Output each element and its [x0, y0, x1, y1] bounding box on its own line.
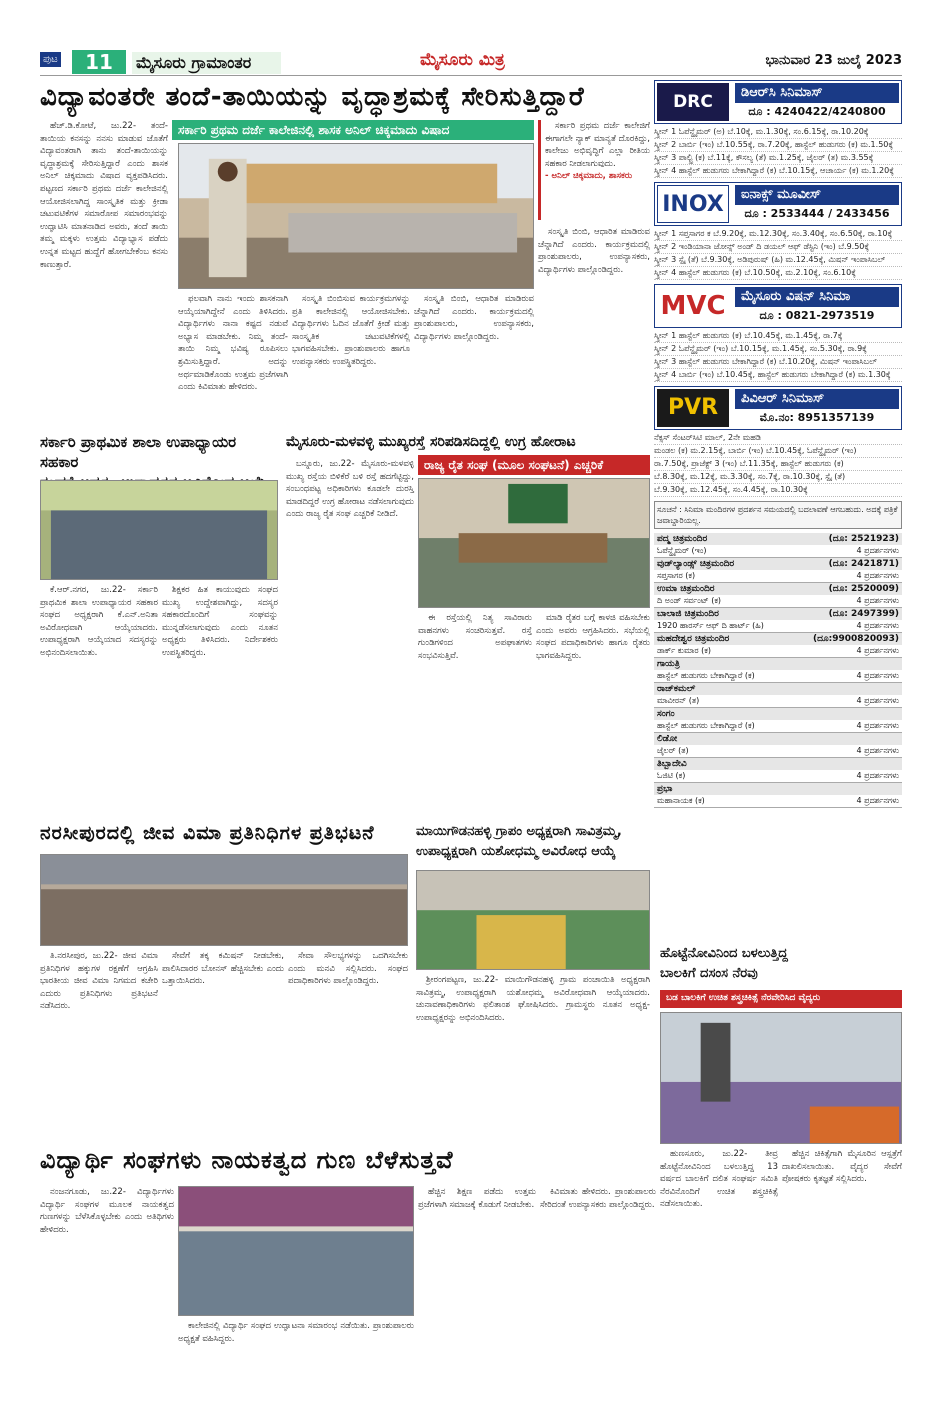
- film-title: ದಿ ಅಂಡ್ ಸರ್ವಂಟ್ (ಕ): [657, 596, 722, 605]
- cinema-name: ಪಿವಿಆರ್ ಸಿನಿಮಾಸ್: [735, 389, 899, 409]
- show-count: 4 ಪ್ರದರ್ಶನಗಳು: [856, 646, 899, 655]
- theatre-entry: [654, 783, 902, 808]
- story6-col4: ಕಿವಿಮಾತು ಹೇಳಿದರು. ಪ್ರಾಂಶುಪಾಲರು ಸೇರಿದಂತೆ ಉಪನ್ಯಾಸಕರು ಪಾಲ್ಗೊಂಡಿದ್ದರು.: [540, 1187, 656, 1210]
- story7-title-line2: ಬಾಲಕಿಗೆ ದಸಂಸ ನೆರವು: [660, 966, 758, 981]
- show-count: 4 ಪ್ರದರ್ಶನಗಳು: [856, 796, 899, 805]
- story3-headline: ಮೈಸೂರು-ಮಳವಳ್ಳಿ ಮುಖ್ಯರಸ್ತೆ ಸರಿಪಡಿಸದಿದ್ದಲ್ಲಿ ಉಗ್ರ ಹೋರಾಟ: [286, 434, 576, 450]
- film-title: ಸಪ್ತಸಾಗರ (ಕ): [657, 571, 696, 580]
- cinema-inox-header: [654, 182, 902, 226]
- theatre-name: ಪದ್ಮ ಚಿತ್ರಮಂದಿರ: [657, 534, 708, 544]
- story5-col1: ಶ್ರೀರಂಗಪಟ್ಟಣ, ಜು.22- ಮಾಯಿಗೌಡನಹಳ್ಳಿ ಗ್ರಾಮ ಪಂಚಾಯಿತಿ ಅಧ್ಯಕ್ಷರಾಗಿ ಸಾವಿತ್ರಮ್ಮ, ಉಪಾಧ್ಯಕ್ಷರಾಗಿ ಯಶೋಧಮ್ಮ ಅವಿರೋಧವಾಗಿ ಆಯ್ಕೆಯಾದರು. ಚುನಾವಣಾಧಿಕಾರಿಗಳು ಫಲಿತಾಂಶ ಘೋಷಿಸಿದರು. ಗ್ರಾಮಸ್ಥರು ನೂತನ ಅಧ್ಯಕ್ಷ-ಉಪಾಧ್ಯಕ್ಷರನ್ನು ಅಭಿನಂದಿಸಿದರು.: [416, 975, 650, 1023]
- story7-col2: ಹೆಚ್ಚಿನ ಚಿಕಿತ್ಸೆಗಾಗಿ ಮೈಸೂರಿನ ಆಸ್ಪತ್ರೆಗೆ ದಾಖಲಿಸಲಾಯಿತು. ವೈದ್ಯರ ಸೇವೆಗೆ ಪೋಷಕರು ಕೃತಜ್ಞತೆ ಸಲ್ಲಿಸಿದರು.: [782, 1149, 902, 1185]
- hospital-photo: [661, 1013, 901, 1143]
- protest-photo: [41, 855, 407, 945]
- story2-title-line1: ಸರ್ಕಾರಿ ಪ್ರಾಥಮಿಕ ಶಾಲಾ ಉಪಾಧ್ಯಾಯರ ಸಹಕಾರ: [40, 433, 237, 471]
- story1-col5: ಸಂಸ್ಕೃತಿ ಬಿಂಬಿ, ಆಧಾರಿತ ಮಾಡಿರುವ ಚೆನ್ನಾಗಿದೆ ಎಂದರು. ಕಾರ್ಯಕ್ರಮದಲ್ಲಿ ಪ್ರಾಂಶುಪಾಲರು, ಉಪನ್ಯಾಸಕರು, ವಿದ್ಯಾರ್ಥಿಗಳು ಪಾಲ್ಗೊಂಡಿದ್ದರು.: [538, 227, 650, 275]
- show-row: ಮಂಡಲ (ಕ) ಮ.2.15ಕ್ಕೆ, ಬಾರ್ಬಿ (ಇಂ) ಬೆ.10.45ಕ್ಕೆ, ಓಪೆನ್ಹೈಮರ್ (ಇಂ): [654, 445, 902, 458]
- cinema-name: ಮೈಸೂರು ವಿಷನ್ ಸಿನಿಮಾ: [735, 287, 899, 307]
- theatre-name: ಪ್ರಭಾ: [657, 784, 673, 794]
- story7-title-line1: ಹೊಟ್ಟೆನೋವಿನಿಂದ ಬಳಲುತ್ತಿದ್ದ: [660, 946, 788, 961]
- story5-photo: [416, 870, 650, 970]
- show-count: 4 ಪ್ರದರ್ಶನಗಳು: [856, 621, 899, 630]
- show-count: 4 ಪ್ರದರ್ಶನಗಳು: [856, 696, 899, 705]
- story4-col1: ತಿ.ನರಸೀಪುರ, ಜು.22- ಜೀವ ವಿಮಾ ಪ್ರತಿನಿಧಿಗಳ ಹಕ್ಕುಗಳ ರಕ್ಷಣೆಗೆ ಆಗ್ರಹಿಸಿ ಭಾರತೀಯ ಜೀವ ವಿಮಾ ನಿಗಮದ ಕಚೇರಿ ಎದುರು ಪ್ರತಿನಿಧಿಗಳು ಪ್ರತಿಭಟನೆ ನಡೆಸಿದರು.: [40, 951, 158, 1012]
- cinema-mvc-header: [654, 284, 902, 328]
- show-row: ಸ್ಕ್ರೀನ್ 2 ಬಾರ್ಬಿ (ಇಂ) ಬೆ.10.55ಕ್ಕೆ, ರಾ.7.20ಕ್ಕೆ, ಹಾಸ್ಟೆಲ್ ಹುಡುಗರು (ಕ) ಮ.1.50ಕ್ಕೆ: [654, 139, 902, 152]
- theatre-phone: (ದೂ: 2521923): [828, 534, 899, 544]
- story6-col2: ಕಾಲೇಜಿನಲ್ಲಿ ವಿದ್ಯಾರ್ಥಿ ಸಂಘದ ಉದ್ಘಾಟನಾ ಸಮಾರಂಭ ನಡೆಯಿತು. ಪ್ರಾಂಶುಪಾಲರು ಅಧ್ಯಕ್ಷತೆ ವಹಿಸಿದ್ದರು.: [178, 1321, 414, 1344]
- show-row: ಬೆ.8.30ಕ್ಕೆ, ಮ.12ಕ್ಕೆ, ಮ.3.30ಕ್ಕೆ, ಸಂ.7ಕ್ಕೆ, ರಾ.10.30ಕ್ಕೆ, ಸ್ಪೈ (ತೆ): [654, 471, 902, 484]
- show-row: ನೆಕ್ಸಸ್ ಸೆಂಟರ್‌ಸಿಟಿ ಮಾಲ್, 2ನೇ ಮಹಡಿ: [654, 432, 902, 445]
- cinema-name: ಡಿಆರ್‌ಸಿ ಸಿನಿಮಾಸ್: [735, 83, 899, 103]
- story2-photo: [40, 480, 278, 580]
- cinema-inox-shows: [654, 228, 902, 280]
- story1-quote-author: - ಅನಿಲ್ ಚಿಕ್ಕಮಾದು, ಶಾಸಕರು: [545, 171, 633, 182]
- meeting-photo: [419, 479, 649, 607]
- inox-logo: INOX: [657, 185, 729, 223]
- cinema-drc-shows: [654, 126, 902, 178]
- story7-banner: ಬಡ ಬಾಲಕಿಗೆ ಉಚಿತ ಶಸ್ತ್ರಚಿಕಿತ್ಸೆ ನೆರವೇರಿಸಿದ ವೈದ್ಯರು: [660, 990, 902, 1008]
- film-title: ಜೈಲರ್ (ತ): [657, 746, 689, 755]
- show-count: 4 ಪ್ರದರ್ಶನಗಳು: [856, 746, 899, 755]
- cinema-phone: ದೂ : 2533444 / 2433456: [744, 207, 890, 220]
- page-label: ಪುಟ: [40, 52, 61, 67]
- film-title: ಹಾಸ್ಟೆಲ್ ಹುಡುಗರು ಬೇಕಾಗಿದ್ದಾರೆ (ಕ): [657, 671, 755, 680]
- show-count: 4 ಪ್ರದರ್ಶನಗಳು: [856, 771, 899, 780]
- theatre-name: ಗಾಯತ್ರಿ: [657, 659, 680, 669]
- film-title: ಹಾಸ್ಟೆಲ್ ಹುಡುಗರು ಬೇಕಾಗಿದ್ದಾರೆ (ಕ): [657, 721, 755, 730]
- story7-col1: ಹುಣಸೂರು, ಜು.22- ತೀವ್ರ ಹೊಟ್ಟೆನೋವಿನಿಂದ ಬಳಲುತ್ತಿದ್ದ 13 ವರ್ಷದ ಬಾಲಕಿಗೆ ದಲಿತ ಸಂಘರ್ಷ ಸಮಿತಿ ನೆರವಿನೊಂದಿಗೆ ಉಚಿತ ಶಸ್ತ್ರಚಿಕಿತ್ಸೆ ನಡೆಸಲಾಯಿತು.: [660, 1149, 778, 1210]
- cinema-phone: ದೂ : 4240422/4240800: [748, 105, 886, 118]
- event-photo: [179, 144, 533, 288]
- theatre-entry: [654, 608, 902, 633]
- show-row: ರಾ.7.50ಕ್ಕೆ, ಪ್ರಾಜೆಕ್ಟ್ 3 (ಇಂ) ಬೆ.11.35ಕ್ಕೆ, ಹಾಸ್ಟೆಲ್ ಹುಡುಗರು (ಕ): [654, 458, 902, 471]
- theatre-name: ಬಾಲಾಜಿ ಚಿತ್ರಮಂದಿರ: [657, 609, 719, 619]
- show-row: ಸ್ಕ್ರೀನ್ 2 ಇಂಡಿಯಾನಾ ಜೋನ್ಸ್ ಅಂಡ್ ದಿ ಡಯಲ್ ಆಫ್ ಡೆಸ್ಟಿನಿ (ಇಂ) ಬೆ.9.50ಕ್ಕೆ: [654, 241, 902, 254]
- story4-headline: ನರಸೀಪುರದಲ್ಲಿ ಜೀವ ವಿಮಾ ಪ್ರತಿನಿಧಿಗಳ ಪ್ರತಿಭಟನೆ: [40, 822, 375, 844]
- story7-photo: [660, 1012, 902, 1144]
- story1-col2: ಫಲವಾಗಿ ನಾನು ಇಂದು ಶಾಸಕನಾಗಿ ಆಯ್ಕೆಯಾಗಿದ್ದೇನೆ ಎಂದು ತಿಳಿಸಿದರು. ವಿದ್ಯಾರ್ಥಿಗಳು ನಾನಾ ಕಷ್ಟದ ನಡುವೆ ಅಭ್ಯಾಸ ಮಾಡಬೇಕು. ನಿಮ್ಮ ತಂದೆ-ತಾಯಿ ನಿಮ್ಮ ಭವಿಷ್ಯ ರೂಪಿಸಲು ಶ್ರಮಿಸುತ್ತಿದ್ದಾರೆ. ಅದನ್ನು ಅರ್ಥಮಾಡಿಕೊಂಡು ಉತ್ತಮ ಪ್ರಜೆಗಳಾಗಿ ಎಂದು ಕಿವಿಮಾತು ಹೇಳಿದರು.: [178, 294, 288, 393]
- panchayat-photo: [417, 871, 649, 969]
- theatre-list: [654, 533, 902, 808]
- cinema-mvc-shows: [654, 330, 902, 382]
- issue-date: ಭಾನುವಾರ 23 ಜುಲೈ 2023: [765, 53, 902, 68]
- cinema-phone: ದೂ : 0821-2973519: [759, 309, 875, 322]
- show-count: 4 ಪ್ರದರ್ಶನಗಳು: [856, 721, 899, 730]
- story1-col3: ಸಂಸ್ಕೃತಿ ಬಿಂಬಿಸುವ ಕಾರ್ಯಕ್ರಮಗಳನ್ನು ಪ್ರತಿ ಕಾಲೇಜಿನಲ್ಲಿ ಆಯೋಜಿಸಬೇಕು. ವಿದ್ಯಾರ್ಥಿಗಳು ಓದಿನ ಜೊತೆಗೆ ಕ್ರೀಡೆ ಮತ್ತು ಸಾಂಸ್ಕೃತಿಕ ಚಟುವಟಿಕೆಗಳಲ್ಲಿ ಭಾಗವಹಿಸಬೇಕು. ಪ್ರಾಂಶುಪಾಲರು ಹಾಗೂ ಉಪನ್ಯಾಸಕರು ಉಪಸ್ಥಿತರಿದ್ದರು.: [292, 294, 410, 367]
- story6-headline: ವಿದ್ಯಾರ್ಥಿ ಸಂಘಗಳು ನಾಯಕತ್ವದ ಗುಣ ಬೆಳೆಸುತ್ತವೆ: [40, 1146, 454, 1174]
- theatre-name: ಸಂಗಂ: [657, 709, 675, 719]
- story5-title: [416, 822, 650, 866]
- story2-title: [40, 432, 278, 476]
- show-row: ಸ್ಕ್ರೀನ್ 2 ಓಪೆನ್ಹೈಮರ್ (ಇಂ) ಬೆ.10.15ಕ್ಕೆ, ಮ.1.45ಕ್ಕೆ, ಸಂ.5.30ಕ್ಕೆ, ರಾ.9ಕ್ಕೆ: [654, 343, 902, 356]
- show-row: ಸ್ಕ್ರೀನ್ 3 ಪಾಲ್ಟ್ರಿ (ಕ) ಬೆ.11ಕ್ಕೆ, ಕೌಸಲ್ಯ (ತೆ) ಮ.1.25ಕ್ಕೆ, ಜೈಲರ್ (ತ) ಮ.3.55ಕ್ಕೆ: [654, 152, 902, 165]
- film-title: 1920 ಹಾರರ್ಸ್ ಆಫ್ ದಿ ಹಾರ್ಟ್ (ಹಿ): [657, 621, 764, 630]
- mvc-logo: MVC: [657, 287, 729, 325]
- theatre-entry: [654, 533, 902, 558]
- story2-col2: ಶಿಕ್ಷಕರ ಹಿತ ಕಾಯುವುದು ಸಂಘದ ಮುಖ್ಯ ಉದ್ದೇಶವಾಗಿದ್ದು, ಸದಸ್ಯರ ಸಹಕಾರದೊಂದಿಗೆ ಸಂಘವನ್ನು ಮುನ್ನಡೆಸಲಾಗುವುದು ಎಂದು ನೂತನ ಅಧ್ಯಕ್ಷರು ತಿಳಿಸಿದರು. ನಿರ್ದೇಶಕರು ಉಪಸ್ಥಿತರಿದ್ದರು.: [162, 585, 278, 658]
- story1-col1: ಹೆಚ್.ಡಿ.ಕೋಟೆ, ಜು.22- ತಂದೆ-ತಾಯಿಯ ಕನಸನ್ನು ನನಸು ಮಾಡುವ ಜೊತೆಗೆ ವಿದ್ಯಾವಂತರಾಗಿ ತಾನು ತಂದೆ-ತಾಯಿಯನ್ನು ವೃದ್ಧಾಶ್ರಮಕ್ಕೆ ಸೇರಿಸುತ್ತಿದ್ದಾರೆ ಎಂದು ಶಾಸಕ ಅನಿಲ್ ಚಿಕ್ಕಮಾದು ವಿಷಾದ ವ್ಯಕ್ತಪಡಿಸಿದರು. ಪಟ್ಟಣದ ಸರ್ಕಾರಿ ಪ್ರಥಮ ದರ್ಜೆ ಕಾಲೇಜಿನಲ್ಲಿ ಆಯೋಜಿಸಲಾಗಿದ್ದ ಸಾಂಸ್ಕೃತಿಕ ಮತ್ತು ಕ್ರೀಡಾ ಚಟುವಟಿಕೆಗಳ ಸಮಾರೋಪ ಸಮಾರಂಭವನ್ನು ಉದ್ಘಾಟಿಸಿ ಮಾತನಾಡಿದ ಅವರು, ತಂದೆ ತಾಯಿ ತಮ್ಮ ಮಕ್ಕಳು ಉತ್ತಮ ವಿದ್ಯಾಭ್ಯಾಸ ಪಡೆದು ಉನ್ನತ ಮಟ್ಟದ ಹುದ್ದೆಗೆ ಹೋಗಬೇಕೆಂಬ ಕನಸು ಕಾಣುತ್ತಾರೆ.: [40, 121, 168, 270]
- theatre-entry: [654, 558, 902, 583]
- theatre-name: ಮಹದೇಶ್ವರ ಚಿತ್ರಮಂದಿರ: [657, 634, 730, 644]
- theatre-name: ಉಮಾ ಚಿತ್ರಮಂದಿರ: [657, 584, 715, 594]
- story1-quote: ಸರ್ಕಾರಿ ಪ್ರಥಮ ದರ್ಜೆ ಕಾಲೇಜಿಗೆ ಈಗಾಗಲೇ ನ್ಯಾಕ್ ಮಾನ್ಯತೆ ದೊರಕಿದ್ದು, ಕಾಲೇಜು ಅಭಿವೃದ್ಧಿಗೆ ಎಲ್ಲಾ ರೀತಿಯ ಸಹಕಾರ ನೀಡಲಾಗುವುದು. - ಅನಿಲ್ ಚಿಕ್ಕಮಾದು, ಶಾಸಕರು: [538, 120, 650, 220]
- story1-headline: ವಿದ್ಯಾವಂತರೇ ತಂದೆ-ತಾಯಿಯನ್ನು ವೃದ್ಧಾಶ್ರಮಕ್ಕೆ ಸೇರಿಸುತ್ತಿದ್ದಾರೆ: [40, 82, 585, 112]
- theatre-entry: [654, 758, 902, 783]
- theatre-entry: [654, 633, 902, 658]
- story2-col1: ಕೆ.ಆರ್.ನಗರ, ಜು.22- ಸರ್ಕಾರಿ ಪ್ರಾಥಮಿಕ ಶಾಲಾ ಉಪಾಧ್ಯಾಯರ ಸಹಕಾರ ಸಂಘದ ಅಧ್ಯಕ್ಷರಾಗಿ ಕೆ.ಎನ್.ಅನಿತಾ ಅವಿರೋಧವಾಗಿ ಆಯ್ಕೆಯಾದರು. ಉಪಾಧ್ಯಕ್ಷರಾಗಿ ಆಯ್ಕೆಯಾದ ಸದಸ್ಯರನ್ನು ಅಭಿನಂದಿಸಲಾಯಿತು.: [40, 585, 158, 658]
- show-row: ಸ್ಕ್ರೀನ್ 4 ಹಾಸ್ಟೆಲ್ ಹುಡುಗರು ಬೇಕಾಗಿದ್ದಾರೆ (ಕ) ಬೆ.10.15ಕ್ಕೆ, ಆಚಾರ್ಯ (ಕ) ಮ.1.20ಕ್ಕೆ: [654, 165, 902, 178]
- cinema-drc-header: [654, 80, 902, 124]
- theatre-phone: (ದೂ: 2421871): [828, 559, 899, 569]
- story3-col3: ಮಾಡಿ ರೈತರ ಬಗ್ಗೆ ಕಾಳಜಿ ವಹಿಸಬೇಕು ಎಂದು ಅವರು ಆಗ್ರಹಿಸಿದರು. ಸಭೆಯಲ್ಲಿ ಸಂಘದ ಪದಾಧಿಕಾರಿಗಳು ಹಾಗೂ ರೈತರು ಭಾಗವಹಿಸಿದ್ದರು.: [536, 613, 650, 661]
- cinema-listings: [654, 80, 902, 808]
- theatre-name: ಲಿಡೋ: [657, 734, 678, 744]
- theatre-entry: [654, 683, 902, 708]
- theatre-entry: [654, 733, 902, 758]
- story4-col3: ಸೇವಾ ಸೌಲಭ್ಯಗಳನ್ನು ಒದಗಿಸಬೇಕು ಎಂದು ಮನವಿ ಸಲ್ಲಿಸಿದರು. ಸಂಘದ ಪದಾಧಿಕಾರಿಗಳು ಪಾಲ್ಗೊಂಡಿದ್ದರು.: [288, 951, 408, 987]
- show-count: 4 ಪ್ರದರ್ಶನಗಳು: [856, 571, 899, 580]
- group-photo: [41, 481, 277, 579]
- masthead: [40, 50, 902, 76]
- story3-col1: ಬನ್ನೂರು, ಜು.22- ಮೈಸೂರು-ಮಳವಳ್ಳಿ ಮುಖ್ಯ ರಸ್ತೆಯ ಬಿಳಿಕೆರೆ ಬಳಿ ರಸ್ತೆ ಹದಗೆಟ್ಟಿದ್ದು, ಸಂಬಂಧಪಟ್ಟ ಅಧಿಕಾರಿಗಳು ಕೂಡಲೇ ದುರಸ್ತಿ ಮಾಡದಿದ್ದರೆ ಉಗ್ರ ಹೋರಾಟ ನಡೆಸಲಾಗುವುದು ಎಂದು ರಾಜ್ಯ ರೈತ ಸಂಘ ಎಚ್ಚರಿಕೆ ನೀಡಿದೆ.: [286, 459, 414, 520]
- story4-col2: ಸೇವೆಗೆ ತಕ್ಕ ಕಮಿಷನ್ ನೀಡಬೇಕು, ಪಾಲಿಸಿದಾರರ ಬೋನಸ್ ಹೆಚ್ಚಿಸಬೇಕು ಎಂದು ಒತ್ತಾಯಿಸಿದರು.: [162, 951, 284, 987]
- show-row: ಸ್ಕ್ರೀನ್ 4 ಹಾಸ್ಟೆಲ್ ಹುಡುಗರು (ಕ) ಬೆ.10.50ಕ್ಕೆ, ಮ.2.10ಕ್ಕೆ, ಸಂ.6.10ಕ್ಕೆ: [654, 267, 902, 280]
- cinema-notice: ಸೂಚನೆ : ಸಿನಿಮಾ ಮಂದಿರಗಳ ಪ್ರದರ್ಶನ ಸಮಯದಲ್ಲಿ ಬದಲಾವಣೆ ಆಗಬಹುದು. ಅದಕ್ಕೆ ಪತ್ರಿಕೆ ಜವಾಬ್ದಾರಿಯಲ್ಲ.: [654, 501, 902, 529]
- show-count: 4 ಪ್ರದರ್ಶನಗಳು: [856, 671, 899, 680]
- story3-photo: [418, 478, 650, 608]
- story3-col2: ಈ ರಸ್ತೆಯಲ್ಲಿ ನಿತ್ಯ ಸಾವಿರಾರು ವಾಹನಗಳು ಸಂಚರಿಸುತ್ತವೆ. ರಸ್ತೆ ಗುಂಡಿಗಳಿಂದ ಅಪಘಾತಗಳು ಸಂಭವಿಸುತ್ತಿವೆ.: [418, 613, 532, 661]
- show-row: ಸ್ಕ್ರೀನ್ 4 ಬಾರ್ಬಿ (ಇಂ) ಬೆ.10.45ಕ್ಕೆ, ಹಾಸ್ಟೆಲ್ ಹುಡುಗರು ಬೇಕಾಗಿದ್ದಾರೆ (ಕ) ಮ.1.30ಕ್ಕೆ: [654, 369, 902, 382]
- theatre-entry: [654, 583, 902, 608]
- film-title: ಓಪೆನ್ಹೈಮರ್ (ಇಂ): [657, 546, 707, 555]
- cinema-pvr-shows: [654, 432, 902, 497]
- student-event-photo: [179, 1187, 413, 1315]
- story7-title: [660, 944, 902, 986]
- show-row: ಸ್ಕ್ರೀನ್ 1 ಹಾಸ್ಟೆಲ್ ಹುಡುಗರು (ಕ) ಬೆ.10.45ಕ್ಕೆ, ಮ.1.45ಕ್ಕೆ, ರಾ.7ಕ್ಕೆ: [654, 330, 902, 343]
- theatre-phone: (ದೂ: 2520009): [828, 584, 899, 594]
- story5-title-line2: ಉಪಾಧ್ಯಕ್ಷರಾಗಿ ಯಶೋಧಮ್ಮ ಅವಿರೋಧ ಆಯ್ಕೆ: [416, 844, 616, 859]
- cinema-phone: ಮೊ.ನಂ: 8951357139: [759, 411, 875, 424]
- pvr-logo: PVR: [657, 389, 729, 427]
- film-title: ಮಹಾನಾಯಕ (ಕ): [657, 796, 705, 805]
- story1-photo: [178, 143, 534, 289]
- theatre-entry: [654, 658, 902, 683]
- show-row: ಸ್ಕ್ರೀನ್ 1 ಸಪ್ತಸಾಗರ ಕ ಬೆ.9.20ಕ್ಕೆ, ಮ.12.30ಕ್ಕೆ, ಸಂ.3.40ಕ್ಕೆ, ಸಂ.6.50ಕ್ಕೆ, ರಾ.10ಕ್ಕೆ: [654, 228, 902, 241]
- story3-banner: ರಾಜ್ಯ ರೈತ ಸಂಘ (ಮೂಲ ಸಂಘಟನೆ) ಎಚ್ಚರಿಕೆ: [418, 455, 650, 475]
- theatre-phone: (ದೂ: 2497399): [828, 609, 899, 619]
- story6-photo: [178, 1186, 414, 1316]
- show-count: 4 ಪ್ರದರ್ಶನಗಳು: [856, 546, 899, 555]
- theatre-entry: [654, 708, 902, 733]
- brand-logo: ಮೈಸೂರು ಮಿತ್ರ: [420, 50, 505, 70]
- show-row: ಬೆ.9.30ಕ್ಕೆ, ಮ.12.45ಕ್ಕೆ, ಸಂ.4.45ಕ್ಕೆ, ರಾ.10.30ಕ್ಕೆ: [654, 484, 902, 497]
- theatre-phone: (ದೂ:9900820093): [812, 634, 899, 644]
- film-title: ಡಾರ್ಕ್ ಕುಮಾರ (ಕ): [657, 646, 711, 655]
- theatre-name: ವುಡ್‌ಲ್ಯಾಂಡ್ಸ್ ಚಿತ್ರಮಂದಿರ: [657, 559, 735, 569]
- drc-logo: DRC: [657, 83, 729, 121]
- show-row: ಸ್ಕ್ರೀನ್ 3 ಹಾಸ್ಟೆಲ್ ಹುಡುಗರು ಬೇಕಾಗಿದ್ದಾರೆ (ಕ) ಬೆ.10.20ಕ್ಕೆ, ಮಿಷನ್ ಇಂಪಾಸಿಬಲ್: [654, 356, 902, 369]
- show-row: ಸ್ಕ್ರೀನ್ 3 ಸ್ಪೈ (ತೆ) ಬೆ.9.30ಕ್ಕೆ, ಅಡಿಪುರುಷ್ (ಹಿ) ಮ.12.45ಕ್ಕೆ, ಮಿಷನ್ ಇಂಪಾಸಿಬಲ್: [654, 254, 902, 267]
- story4-photo: [40, 854, 408, 946]
- show-row: ಸ್ಕ್ರೀನ್ 1 ಓಪೆನ್ಹೈಮರ್ (ಅ) ಬೆ.10ಕ್ಕೆ, ಮ.1.30ಕ್ಕೆ, ಸಂ.6.15ಕ್ಕೆ, ರಾ.10.20ಕ್ಕೆ: [654, 126, 902, 139]
- section-name: ಮೈಸೂರು ಗ್ರಾಮಾಂತರ: [132, 52, 281, 74]
- film-title: ಓಜಿಟಿ (ಕ): [657, 771, 686, 780]
- story1-banner: ಸರ್ಕಾರಿ ಪ್ರಥಮ ದರ್ಜೆ ಕಾಲೇಜಿನಲ್ಲಿ ಶಾಸಕ ಅನಿಲ್ ಚಿಕ್ಕಮಾದು ವಿಷಾದ: [172, 120, 534, 140]
- story6-col1: ನಂಜನಗೂಡು, ಜು.22- ವಿದ್ಯಾರ್ಥಿಗಳು ವಿದ್ಯಾರ್ಥಿ ಸಂಘಗಳ ಮೂಲಕ ನಾಯಕತ್ವದ ಗುಣಗಳನ್ನು ಬೆಳೆಸಿಕೊಳ್ಳಬೇಕು ಎಂದು ಅತಿಥಿಗಳು ಹೇಳಿದರು.: [40, 1187, 174, 1235]
- cinema-name: ಐನಾಕ್ಸ್ ಮೂವೀಸ್: [735, 185, 899, 205]
- story6-col3: ಹೆಚ್ಚಿನ ಶಿಕ್ಷಣ ಪಡೆದು ಉತ್ತಮ ಪ್ರಜೆಗಳಾಗಿ ಸಮಾಜಕ್ಕೆ ಕೊಡುಗೆ ನೀಡಬೇಕು.: [418, 1187, 536, 1210]
- theatre-name: ರಾಜ್‌ಕಮಲ್: [657, 684, 696, 694]
- film-title: ಮಾವೀರನ್ (ತ): [657, 696, 700, 705]
- cinema-pvr-header: [654, 386, 902, 430]
- page-number: 11: [72, 50, 126, 74]
- story1-col4: ಸಂಸ್ಕೃತಿ ಬಿಂಬಿ, ಆಧಾರಿತ ಮಾಡಿರುವ ಚೆನ್ನಾಗಿದೆ ಎಂದರು. ಕಾರ್ಯಕ್ರಮದಲ್ಲಿ ಪ್ರಾಂಶುಪಾಲರು, ಉಪನ್ಯಾಸಕರು, ವಿದ್ಯಾರ್ಥಿಗಳು ಪಾಲ್ಗೊಂಡಿದ್ದರು.: [414, 294, 534, 342]
- theatre-name: ತಿಬ್ಬಾದೇವಿ: [657, 759, 687, 769]
- show-count: 4 ಪ್ರದರ್ಶನಗಳು: [856, 596, 899, 605]
- story5-title-line1: ಮಾಯಿಗೌಡನಹಳ್ಳಿ ಗ್ರಾಪಂ ಅಧ್ಯಕ್ಷರಾಗಿ ಸಾವಿತ್ರಮ್ಮ,: [416, 824, 622, 839]
